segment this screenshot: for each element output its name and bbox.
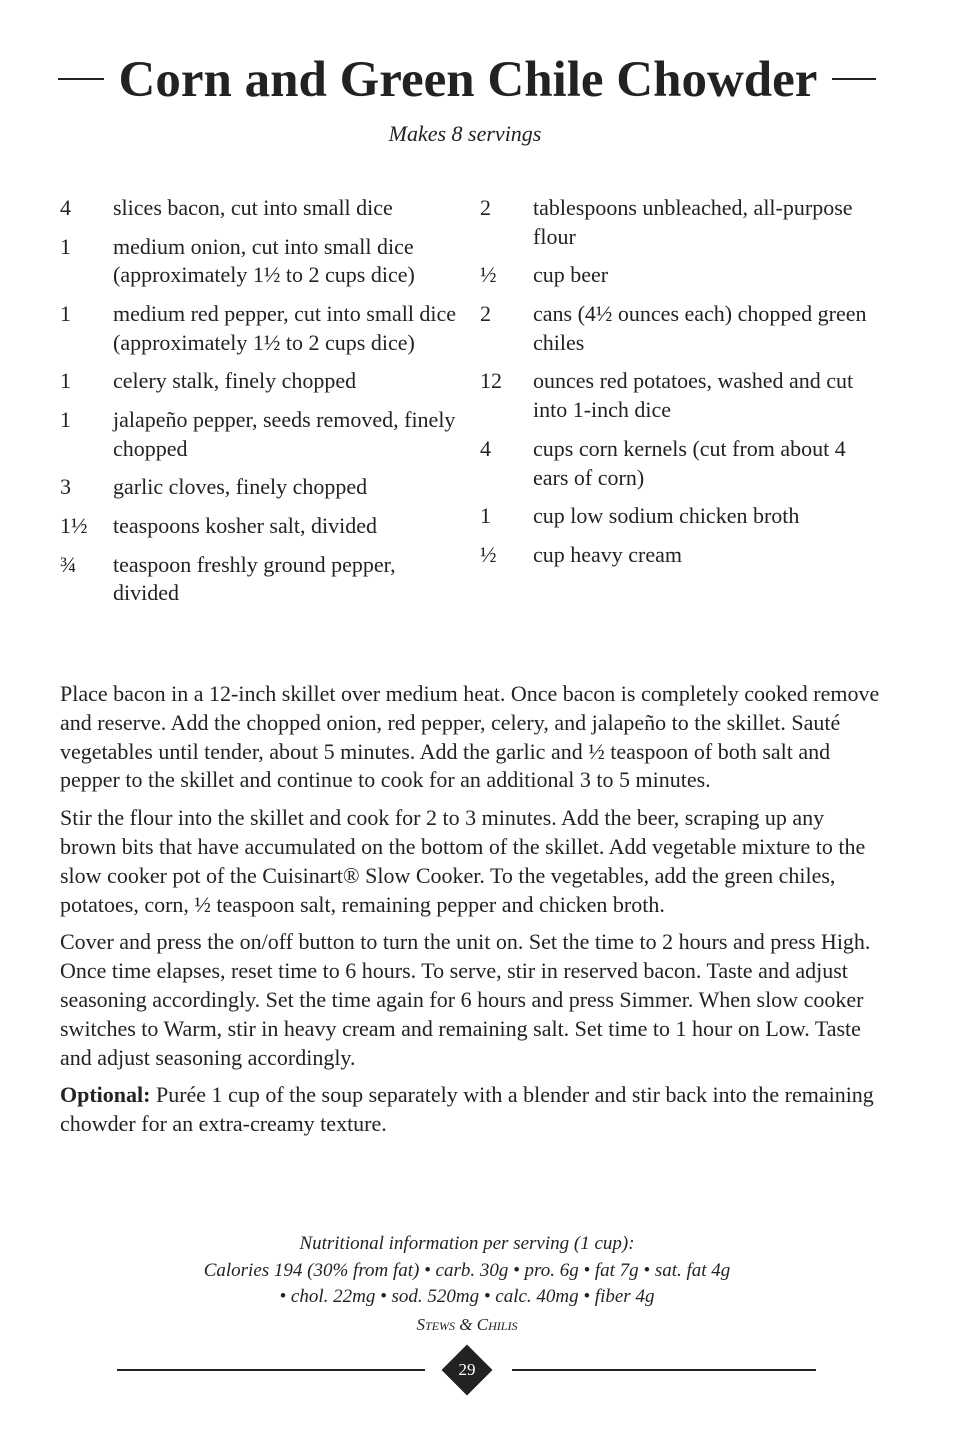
ingredient-row <box>60 194 465 223</box>
recipe-title: Corn and Green Chile Chowder <box>118 52 818 108</box>
optional-note <box>60 1081 880 1139</box>
ingredient-text: teaspoons kosher salt, divided <box>113 512 377 538</box>
ingredients-left-column <box>60 194 465 618</box>
footer-rule-right <box>512 1369 816 1371</box>
ingredient-row <box>480 194 885 252</box>
ingredient-qty: 1 <box>60 233 71 259</box>
nutrition-line: Calories 194 (30% from fat) • carb. 30g • pro. 6g • fat 7g • sat. fat 4g <box>203 1259 731 1281</box>
ingredient-row <box>480 541 885 570</box>
ingredient-qty: ½ <box>480 541 497 567</box>
instruction-paragraph: Place bacon in a 12-inch skillet over medium heat. Once bacon is completely cooked remove and reserve. Add the chopped onion, red pepper, celery, and jalapeño to the skillet. Sauté vegetables until tender, about 5 minutes. Add the garlic and ½ teaspoon of both salt and pepper to the skillet and continue to cook for an additional 3 to 5 minutes. <box>60 681 880 793</box>
nutrition-line: • chol. 22mg • sod. 520mg • calc. 40mg • fiber 4g <box>279 1286 655 1307</box>
ingredient-qty: 4 <box>60 195 71 220</box>
ingredient-qty: ½ <box>480 262 497 288</box>
ingredient-row <box>60 406 465 464</box>
ingredient-row <box>480 435 885 493</box>
ingredient-qty: 3 <box>60 474 71 500</box>
footer-rule-left <box>117 1369 425 1371</box>
ingredient-row <box>60 551 465 609</box>
page-number-badge <box>441 1344 493 1396</box>
ingredient-qty: 4 <box>480 435 491 461</box>
ingredient-text: cup low sodium chicken broth <box>533 503 800 529</box>
ingredient-qty: 1½ <box>60 512 88 538</box>
ingredient-qty: 1 <box>480 503 491 529</box>
page-number: 29 <box>458 1360 476 1379</box>
ingredient-qty: 2 <box>480 195 491 220</box>
instructions <box>60 680 880 1148</box>
section-label: Stews & Chilis <box>416 1315 518 1334</box>
title-rule-left <box>58 78 104 80</box>
instruction-paragraph: Stir the flour into the skillet and cook for 2 to 3 minutes. Add the beer, scraping up any brown bits that have accumulated on the bottom of the skillet. Add vegetable mixture to the slow cooker pot of the Cuisinart® Slow Cooker. To the vegetables, add the green chiles, potatoes, corn, ½ teaspoon salt, remaining pepper and chicken broth. <box>60 805 866 917</box>
ingredient-text: jalapeño pepper, seeds removed, finely chopped <box>113 406 456 461</box>
ingredient-qty: 1 <box>60 300 71 326</box>
ingredients-right-column <box>480 194 885 579</box>
ingredient-text: tablespoons unbleached, all-purpose flour <box>533 195 853 249</box>
ingredient-row <box>60 512 465 541</box>
nutrition-heading: Nutritional information per serving (1 cup): <box>299 1233 635 1254</box>
ingredient-text: medium onion, cut into small dice (approximately 1½ to 2 cups dice) <box>113 233 415 288</box>
ingredient-text: teaspoon freshly ground pepper, divided <box>113 551 396 606</box>
nutrition-info <box>0 1231 934 1311</box>
ingredient-text: cup heavy cream <box>533 541 683 567</box>
ingredient-text: slices bacon, cut into small dice <box>113 195 393 220</box>
ingredient-qty: 1 <box>60 406 71 432</box>
ingredient-text: medium red pepper, cut into small dice (approximately 1½ to 2 cups dice) <box>113 300 457 355</box>
title-rule-right <box>832 78 876 80</box>
ingredient-row <box>60 233 465 291</box>
ingredient-qty: 12 <box>480 368 502 394</box>
optional-text: Purée 1 cup of the soup separately with a blender and stir back into the remaining chowder for an extra-creamy texture. <box>60 1082 874 1137</box>
ingredient-row <box>60 473 465 502</box>
ingredient-text: garlic cloves, finely chopped <box>113 474 368 500</box>
ingredient-row <box>480 300 885 358</box>
ingredient-row <box>480 261 885 290</box>
ingredient-text: cans (4½ ounces each) chopped green chiles <box>533 300 867 355</box>
ingredient-row <box>60 367 465 396</box>
instruction-paragraph: Cover and press the on/off button to turn the unit on. Set the time to 2 hours and press High. Once time elapses, reset time to 6 hours. To serve, stir in reserved bacon. Taste and adjust seasoning accordingly. Set the time again for 6 hours and press Simmer. When slow cooker switches to Warm, stir in heavy cream and remaining salt. Set time to 1 hour on Low. Taste and adjust seasoning accordingly. <box>60 929 871 1070</box>
servings-label: Makes 8 servings <box>388 121 542 146</box>
ingredient-row <box>60 300 465 358</box>
ingredient-qty: 2 <box>480 300 491 326</box>
optional-label: Optional: <box>60 1082 151 1108</box>
ingredient-row <box>480 367 885 425</box>
title-row <box>0 50 954 110</box>
ingredient-qty: ¾ <box>60 551 77 577</box>
ingredient-text: cup beer <box>533 262 609 288</box>
ingredient-text: ounces red potatoes, washed and cut into 1-inch dice <box>533 368 854 423</box>
ingredient-qty: 1 <box>60 368 71 394</box>
ingredient-text: cups corn kernels (cut from about 4 ears of corn) <box>533 435 846 490</box>
ingredient-row <box>480 502 885 531</box>
ingredient-text: celery stalk, finely chopped <box>113 368 357 394</box>
